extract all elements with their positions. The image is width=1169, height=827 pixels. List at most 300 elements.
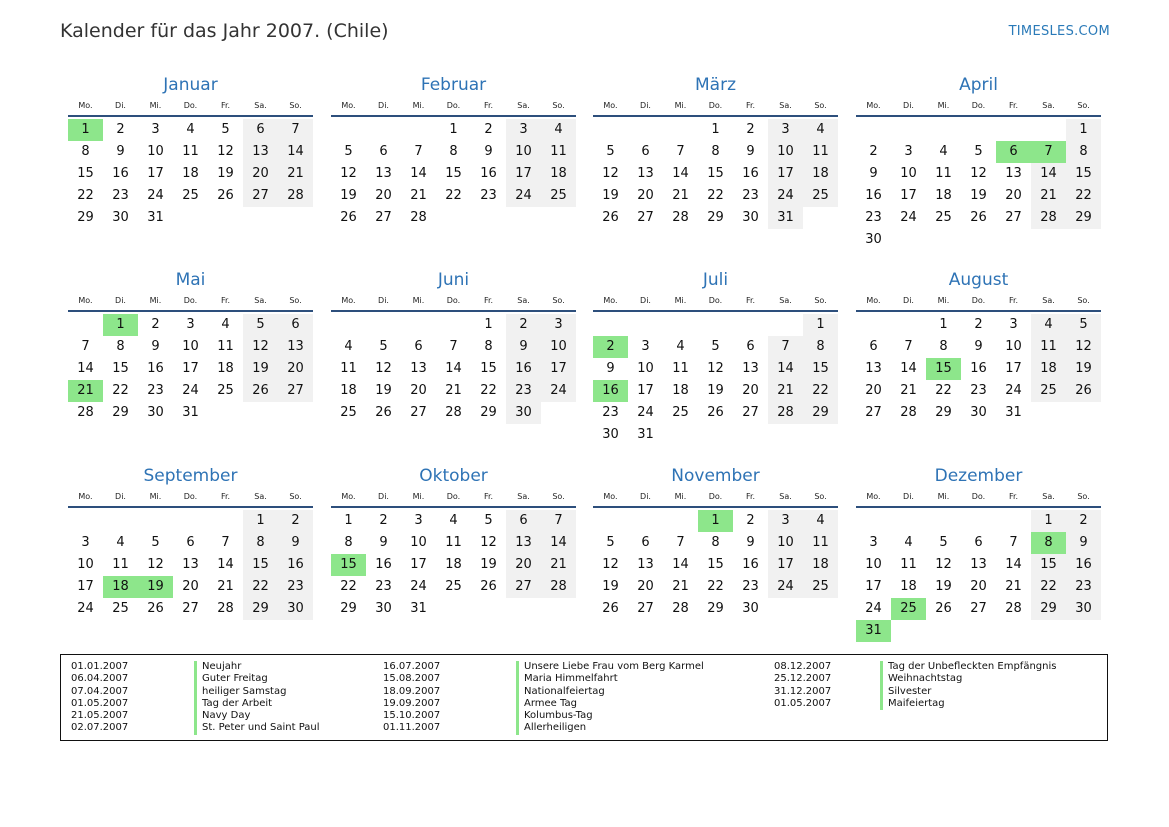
day-cell: 3 (414, 513, 423, 528)
day-cell: 6 (641, 535, 650, 550)
day-cell: 23 (506, 380, 541, 402)
holiday-name: Weihnachtstag (880, 673, 1056, 685)
empty-cell (891, 314, 926, 336)
day-cell: 20 (865, 383, 882, 398)
header-rule (68, 506, 313, 508)
day-cell: 24 (637, 405, 654, 420)
month-2 (331, 73, 576, 229)
day-cell: 1 (243, 510, 278, 532)
day-cell: 27 (1005, 210, 1022, 225)
header-rule (593, 310, 838, 312)
month-name: September (143, 466, 238, 486)
weekday-label: Sa. (517, 101, 530, 110)
month-10 (331, 464, 576, 620)
day-cell: 15 (1066, 163, 1101, 185)
day-cell: 22 (243, 576, 278, 598)
holiday-name: Allerheiligen (516, 722, 704, 734)
weekday-label: Mi. (412, 296, 425, 305)
holiday-day-cell: 6 (996, 141, 1031, 163)
day-cell: 10 (865, 557, 882, 572)
weekday-label: Sa. (254, 101, 267, 110)
day-cell: 23 (375, 579, 392, 594)
day-cell: 15 (707, 557, 724, 572)
weekday-label: So. (1077, 492, 1090, 501)
holiday-date: 02.07.2007 (71, 722, 129, 734)
weekday-label: Mi. (149, 101, 162, 110)
page-title: Kalender für das Jahr 2007. (Chile) (60, 20, 389, 42)
month-4 (856, 73, 1101, 251)
weekday-label: Mi. (149, 492, 162, 501)
weekday-label: So. (814, 492, 827, 501)
day-cell: 4 (449, 513, 458, 528)
weekday-label: Mo. (603, 492, 618, 501)
day-cell: 19 (340, 188, 357, 203)
header-rule (68, 310, 313, 312)
day-cell: 21 (1031, 185, 1066, 207)
day-cell: 2 (746, 513, 755, 528)
day-cell: 14 (1031, 163, 1066, 185)
weekday-label: So. (814, 296, 827, 305)
day-cell: 26 (147, 601, 164, 616)
day-cell: 25 (445, 579, 462, 594)
holiday-date: 08.12.2007 (774, 661, 832, 672)
header-rule (331, 506, 576, 508)
header-rule (593, 115, 838, 117)
day-cell: 20 (970, 579, 987, 594)
day-cell: 28 (77, 405, 94, 420)
day-cell: 19 (375, 383, 392, 398)
holiday-names-col-1 (194, 661, 320, 735)
day-cell: 14 (217, 557, 234, 572)
empty-cell (401, 119, 436, 141)
day-cell: 4 (221, 317, 230, 332)
day-cell: 14 (541, 532, 576, 554)
holiday-date: 18.09.2007 (383, 685, 441, 697)
weekday-label: Sa. (517, 492, 530, 501)
holiday-date: 25.12.2007 (774, 673, 832, 685)
day-cell: 24 (768, 576, 803, 598)
day-cell: 14 (900, 361, 917, 376)
weekday-label: So. (814, 101, 827, 110)
weekday-label: Fr. (1008, 101, 1019, 110)
day-cell: 6 (974, 535, 983, 550)
day-cell: 22 (77, 188, 94, 203)
holiday-day-cell: 1 (103, 314, 138, 336)
weekday-label: Mo. (603, 101, 618, 110)
day-cell: 16 (742, 557, 759, 572)
empty-cell (1031, 119, 1066, 141)
header-rule (68, 115, 313, 117)
weekday-label: Mo. (866, 101, 881, 110)
empty-cell (891, 510, 926, 532)
weekday-label: Di. (903, 101, 914, 110)
day-cell: 11 (541, 141, 576, 163)
day-cell: 18 (803, 163, 838, 185)
holiday-names-col-3 (880, 661, 1056, 710)
day-cell: 22 (445, 188, 462, 203)
weekday-label: Do. (971, 492, 986, 501)
day-grid (856, 510, 1101, 642)
day-cell: 16 (147, 361, 164, 376)
day-cell: 1 (939, 317, 948, 332)
empty-cell (733, 314, 768, 336)
day-cell: 6 (414, 339, 423, 354)
weekday-label: Sa. (254, 492, 267, 501)
empty-cell (331, 119, 366, 141)
day-cell: 8 (243, 532, 278, 554)
holiday-day-cell: 7 (1031, 141, 1066, 163)
day-cell: 4 (803, 510, 838, 532)
day-cell: 4 (939, 144, 948, 159)
day-cell: 25 (672, 405, 689, 420)
weekday-label: So. (289, 296, 302, 305)
day-cell: 10 (77, 557, 94, 572)
empty-cell (331, 314, 366, 336)
day-cell: 8 (803, 336, 838, 358)
day-cell: 8 (1066, 141, 1101, 163)
empty-cell (663, 119, 698, 141)
day-cell: 20 (243, 163, 278, 185)
day-cell: 15 (243, 554, 278, 576)
day-cell: 29 (77, 210, 94, 225)
weekday-label: Fr. (1008, 296, 1019, 305)
day-cell: 11 (1031, 336, 1066, 358)
day-cell: 8 (711, 535, 720, 550)
day-cell: 31 (1005, 405, 1022, 420)
day-cell: 28 (1005, 601, 1022, 616)
weekday-label: Mi. (674, 492, 687, 501)
weekday-label: Di. (378, 101, 389, 110)
weekday-header (68, 292, 313, 309)
day-cell: 22 (707, 579, 724, 594)
day-cell: 21 (768, 380, 803, 402)
day-cell: 5 (344, 144, 353, 159)
holiday-date: 19.09.2007 (383, 697, 441, 709)
day-cell: 9 (116, 144, 125, 159)
weekday-label: Di. (115, 296, 126, 305)
holiday-name: Armee Tag (516, 698, 704, 710)
weekday-header (68, 488, 313, 505)
day-cell: 22 (1031, 576, 1066, 598)
day-cell: 11 (803, 141, 838, 163)
day-cell: 26 (707, 405, 724, 420)
weekday-header (593, 488, 838, 505)
weekday-label: Fr. (220, 101, 231, 110)
day-cell: 2 (1066, 510, 1101, 532)
day-cell: 11 (445, 535, 462, 550)
empty-cell (961, 510, 996, 532)
day-cell: 19 (480, 557, 497, 572)
day-cell: 16 (112, 166, 129, 181)
day-cell: 1 (484, 317, 493, 332)
day-cell: 3 (1009, 317, 1018, 332)
weekday-header (331, 292, 576, 309)
day-cell: 10 (768, 141, 803, 163)
day-cell: 26 (602, 210, 619, 225)
day-cell: 9 (506, 336, 541, 358)
day-cell: 9 (974, 339, 983, 354)
weekday-label: Fr. (745, 101, 756, 110)
day-cell: 21 (541, 554, 576, 576)
day-cell: 28 (672, 601, 689, 616)
day-cell: 26 (1066, 380, 1101, 402)
day-cell: 30 (970, 405, 987, 420)
day-cell: 14 (768, 358, 803, 380)
weekday-label: So. (1077, 296, 1090, 305)
holiday-name: Tag der Unbefleckten Empfängnis (880, 661, 1056, 673)
day-cell: 9 (379, 535, 388, 550)
holiday-date: 15.10.2007 (383, 710, 441, 722)
day-cell: 28 (410, 210, 427, 225)
day-cell: 28 (1031, 207, 1066, 229)
brand-link[interactable]: TIMESLES.COM (1008, 24, 1110, 39)
day-cell: 10 (637, 361, 654, 376)
day-cell: 29 (480, 405, 497, 420)
day-cell: 8 (711, 144, 720, 159)
day-cell: 15 (112, 361, 129, 376)
holiday-name: Navy Day (194, 710, 320, 722)
day-grid (593, 314, 838, 446)
day-cell: 24 (182, 383, 199, 398)
day-cell: 20 (182, 579, 199, 594)
day-cell: 27 (506, 576, 541, 598)
day-cell: 14 (410, 166, 427, 181)
day-cell: 10 (541, 336, 576, 358)
day-cell: 3 (641, 339, 650, 354)
holiday-name: Unsere Liebe Frau vom Berg Karmel (516, 661, 704, 673)
day-cell: 28 (445, 405, 462, 420)
weekday-label: So. (289, 492, 302, 501)
empty-cell (68, 510, 103, 532)
day-cell: 23 (112, 188, 129, 203)
day-grid (593, 510, 838, 620)
month-name: März (695, 75, 736, 95)
day-cell: 30 (602, 427, 619, 442)
day-cell: 11 (803, 532, 838, 554)
weekday-label: Fr. (745, 296, 756, 305)
holiday-name: Tag der Arbeit (194, 698, 320, 710)
day-cell: 12 (707, 361, 724, 376)
day-cell: 13 (742, 361, 759, 376)
day-cell: 26 (243, 380, 278, 402)
day-cell: 6 (278, 314, 313, 336)
weekday-header (331, 488, 576, 505)
day-cell: 17 (768, 554, 803, 576)
holiday-date: 01.11.2007 (383, 722, 441, 734)
day-cell: 22 (1066, 185, 1101, 207)
day-cell: 6 (506, 510, 541, 532)
weekday-header (856, 292, 1101, 309)
day-cell: 13 (970, 557, 987, 572)
month-name: Februar (420, 75, 487, 95)
day-cell: 30 (1066, 598, 1101, 620)
day-cell: 5 (711, 339, 720, 354)
month-5 (68, 268, 313, 424)
day-cell: 30 (147, 405, 164, 420)
holiday-name: Guter Freitag (194, 673, 320, 685)
day-cell: 4 (904, 535, 913, 550)
day-cell: 18 (217, 361, 234, 376)
day-cell: 31 (768, 207, 803, 229)
holiday-day-cell: 31 (856, 620, 891, 642)
day-cell: 5 (379, 339, 388, 354)
day-cell: 7 (904, 339, 913, 354)
weekday-label: Fr. (483, 492, 494, 501)
holiday-names-col-2 (516, 661, 704, 735)
empty-cell (891, 119, 926, 141)
day-cell: 21 (672, 579, 689, 594)
day-cell: 20 (375, 188, 392, 203)
weekday-label: Fr. (220, 492, 231, 501)
day-cell: 18 (900, 579, 917, 594)
day-cell: 8 (81, 144, 90, 159)
empty-cell (366, 314, 401, 336)
holiday-name: heiliger Samstag (194, 686, 320, 698)
empty-cell (628, 119, 663, 141)
holiday-day-cell: 1 (698, 510, 733, 532)
day-cell: 28 (768, 402, 803, 424)
day-cell: 13 (1005, 166, 1022, 181)
day-cell: 24 (147, 188, 164, 203)
day-cell: 19 (935, 579, 952, 594)
holiday-date: 01.01.2007 (71, 661, 129, 672)
day-cell: 12 (480, 535, 497, 550)
day-cell: 7 (81, 339, 90, 354)
day-cell: 26 (340, 210, 357, 225)
day-cell: 21 (410, 188, 427, 203)
day-cell: 15 (445, 166, 462, 181)
weekday-label: Mi. (149, 296, 162, 305)
day-cell: 23 (1066, 576, 1101, 598)
month-name: Dezember (934, 466, 1023, 486)
day-cell: 6 (641, 144, 650, 159)
weekday-label: Mo. (78, 492, 93, 501)
weekday-label: Di. (640, 296, 651, 305)
day-cell: 20 (1005, 188, 1022, 203)
day-cell: 17 (768, 163, 803, 185)
day-cell: 1 (803, 314, 838, 336)
day-cell: 5 (606, 535, 615, 550)
empty-cell (856, 314, 891, 336)
empty-cell (366, 119, 401, 141)
day-cell: 28 (541, 576, 576, 598)
day-cell: 20 (278, 358, 313, 380)
day-grid (68, 314, 313, 424)
day-cell: 7 (221, 535, 230, 550)
day-cell: 27 (637, 601, 654, 616)
month-8 (856, 268, 1101, 424)
day-cell: 30 (506, 402, 541, 424)
weekday-label: Do. (971, 296, 986, 305)
weekday-label: Fr. (745, 492, 756, 501)
empty-cell (103, 510, 138, 532)
day-cell: 12 (970, 166, 987, 181)
day-cell: 13 (375, 166, 392, 181)
day-cell: 22 (707, 188, 724, 203)
day-cell: 23 (147, 383, 164, 398)
day-cell: 14 (672, 166, 689, 181)
day-cell: 11 (672, 361, 689, 376)
month-name: Januar (163, 75, 218, 95)
day-cell: 20 (410, 383, 427, 398)
day-cell: 23 (278, 576, 313, 598)
day-cell: 8 (484, 339, 493, 354)
day-cell: 25 (803, 185, 838, 207)
day-cell: 20 (637, 579, 654, 594)
day-cell: 11 (182, 144, 199, 159)
day-cell: 5 (939, 535, 948, 550)
day-cell: 19 (602, 188, 619, 203)
weekday-label: Di. (903, 492, 914, 501)
day-cell: 2 (116, 122, 125, 137)
empty-cell (208, 510, 243, 532)
day-cell: 10 (768, 532, 803, 554)
day-cell: 19 (243, 358, 278, 380)
day-cell: 14 (672, 557, 689, 572)
weekday-label: Mi. (937, 296, 950, 305)
day-cell: 13 (182, 557, 199, 572)
day-cell: 29 (935, 405, 952, 420)
empty-cell (926, 119, 961, 141)
day-cell: 11 (340, 361, 357, 376)
empty-cell (401, 314, 436, 336)
day-cell: 7 (768, 336, 803, 358)
day-cell: 7 (449, 339, 458, 354)
day-cell: 9 (746, 535, 755, 550)
day-cell: 15 (480, 361, 497, 376)
empty-cell (768, 314, 803, 336)
day-cell: 17 (637, 383, 654, 398)
empty-cell (996, 119, 1031, 141)
month-name: Juli (702, 270, 729, 290)
empty-cell (593, 314, 628, 336)
day-cell: 17 (900, 188, 917, 203)
weekday-label: Sa. (1042, 492, 1055, 501)
empty-cell (698, 314, 733, 336)
day-cell: 29 (243, 598, 278, 620)
day-cell: 28 (672, 210, 689, 225)
day-grid (593, 119, 838, 229)
weekday-label: Fr. (220, 296, 231, 305)
day-cell: 27 (410, 405, 427, 420)
day-cell: 31 (410, 601, 427, 616)
day-cell: 22 (803, 380, 838, 402)
day-cell: 8 (344, 535, 353, 550)
day-cell: 7 (278, 119, 313, 141)
empty-cell (856, 119, 891, 141)
day-cell: 6 (869, 339, 878, 354)
day-cell: 9 (1066, 532, 1101, 554)
day-cell: 20 (506, 554, 541, 576)
day-cell: 15 (803, 358, 838, 380)
day-cell: 23 (602, 405, 619, 420)
day-cell: 1 (344, 513, 353, 528)
day-cell: 19 (1066, 358, 1101, 380)
weekday-header (331, 97, 576, 114)
day-cell: 9 (869, 166, 878, 181)
day-cell: 9 (606, 361, 615, 376)
month-name: November (671, 466, 760, 486)
day-cell: 13 (410, 361, 427, 376)
day-cell: 3 (186, 317, 195, 332)
day-cell: 27 (375, 210, 392, 225)
header-rule (331, 115, 576, 117)
day-cell: 3 (506, 119, 541, 141)
day-grid (331, 314, 576, 424)
weekday-label: Mi. (412, 492, 425, 501)
day-grid (68, 119, 313, 229)
day-cell: 9 (484, 144, 493, 159)
